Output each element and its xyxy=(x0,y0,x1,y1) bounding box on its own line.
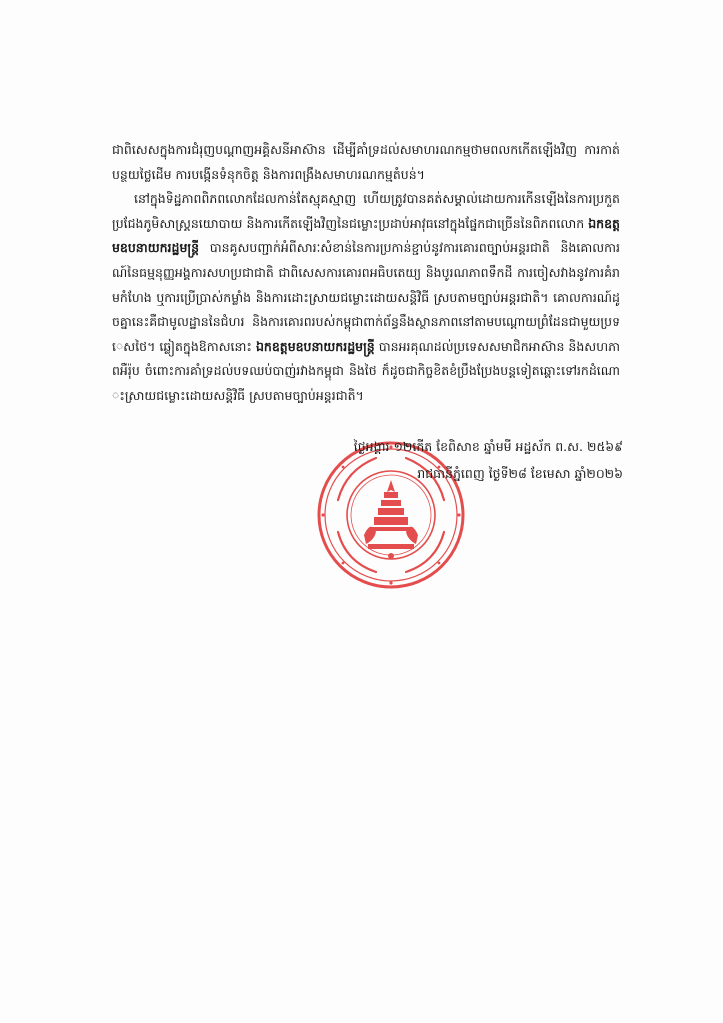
paragraph-1-text: ជាពិសេសក្នុងការជំរុញបណ្ដាញអគ្គិសនីអាស៊ាន ដើម្បីគាំទ្រដល់សមាហរណកម្មថាមពលកកើតឡើងវិញ ការកាត់បន្ថយថ្លៃដើម ការបង្កើនទំនុកចិត្ត និងការពង្រឹងសមាហរណកម្មតំបន់។ xyxy=(112,142,620,182)
document-body xyxy=(112,138,620,409)
lunar-date: ថ្ងៃអង្គារ ១២កើត ខែពិសាខ ឆ្នាំមមី អដ្ឋស័ក ព.ស. ២៥៦៩ xyxy=(353,439,623,454)
paragraph-2-part-1: នៅក្នុងទិដ្ឋភាពពិភពលោកដែលកាន់តែស្មុគស្មាញ ហើយត្រូវបានគត់សម្គាល់ដោយការកើនឡើងនៃការប្រកួតប្រជែងភូមិសាស្ត្រនយោបាយ និងការកើតឡើងវិញនៃជម្លោះប្រដាប់អាវុធនៅក្នុងផ្នែកជាច្រើននៃពិភពលោក xyxy=(112,191,620,231)
date-block xyxy=(343,433,623,487)
deputy-pm-title-2: ឯកឧត្តមឧបនាយករដ្ឋមន្ត្រី xyxy=(255,338,375,354)
solar-date: រាជធានីភ្នំពេញ ថ្ងៃទី២៨ ខែមេសា ឆ្នាំ២០២៦ xyxy=(417,466,623,481)
paragraph-2 xyxy=(112,187,620,408)
deputy-pm-title-1: ឯកឧត្តមឧបនាយករដ្ឋមន្ត្រី xyxy=(112,215,620,256)
paragraph-1 xyxy=(112,138,620,187)
paragraph-2-part-2: បានគូសបញ្ជាក់អំពីសារៈសំខាន់នៃការប្រកាន់ខ្ជាប់នូវការគោរពច្បាប់អន្តរជាតិ និងគោលការណ៍នៃធម្មនុញ្ញអង្គការសហប្រជាជាតិ ជាពិសេសការគោរពអធិបតេយ្យ និងបូរណភាពទឹកដី ការចៀសវាងនូវការគំរាមកំហែង ឬការប្រើប្រាស់កម្លាំង និងការដោះស្រាយជម្លោះដោយសន្តិវិធី ស្របតាមច្បាប់អន្តរជាតិ។ គោលការណ៍ដូចគ្នានេះគឺជាមូលដ្ឋាននៃជំហរ និងការគោរពរបស់កម្ពុជាពាក់ព័ន្ធនឹងស្ថានភាពនៅតាមបណ្ដោយព្រំដែនជាមួយប្រទេសថៃ។ ឆ្លៀតក្នុងឱកាសនោះ xyxy=(112,240,620,354)
paragraph-2-part-3: បានអរគុណដល់ប្រទេសសមាជិកអាស៊ាន និងសហភាពអឺរ៉ុប ចំពោះការគាំទ្រដល់បទឈប់បាញ់រវាងកម្ពុជា និងថៃ ក៏ដូចជាកិច្ចខិតខំប្រឹងប្រែងបន្តទៀតឆ្ពោះទៅរកដំណោះស្រាយជម្លោះដោយសន្តិវិធី ស្របតាមច្បាប់អន្តរជាតិ។ xyxy=(112,338,620,403)
